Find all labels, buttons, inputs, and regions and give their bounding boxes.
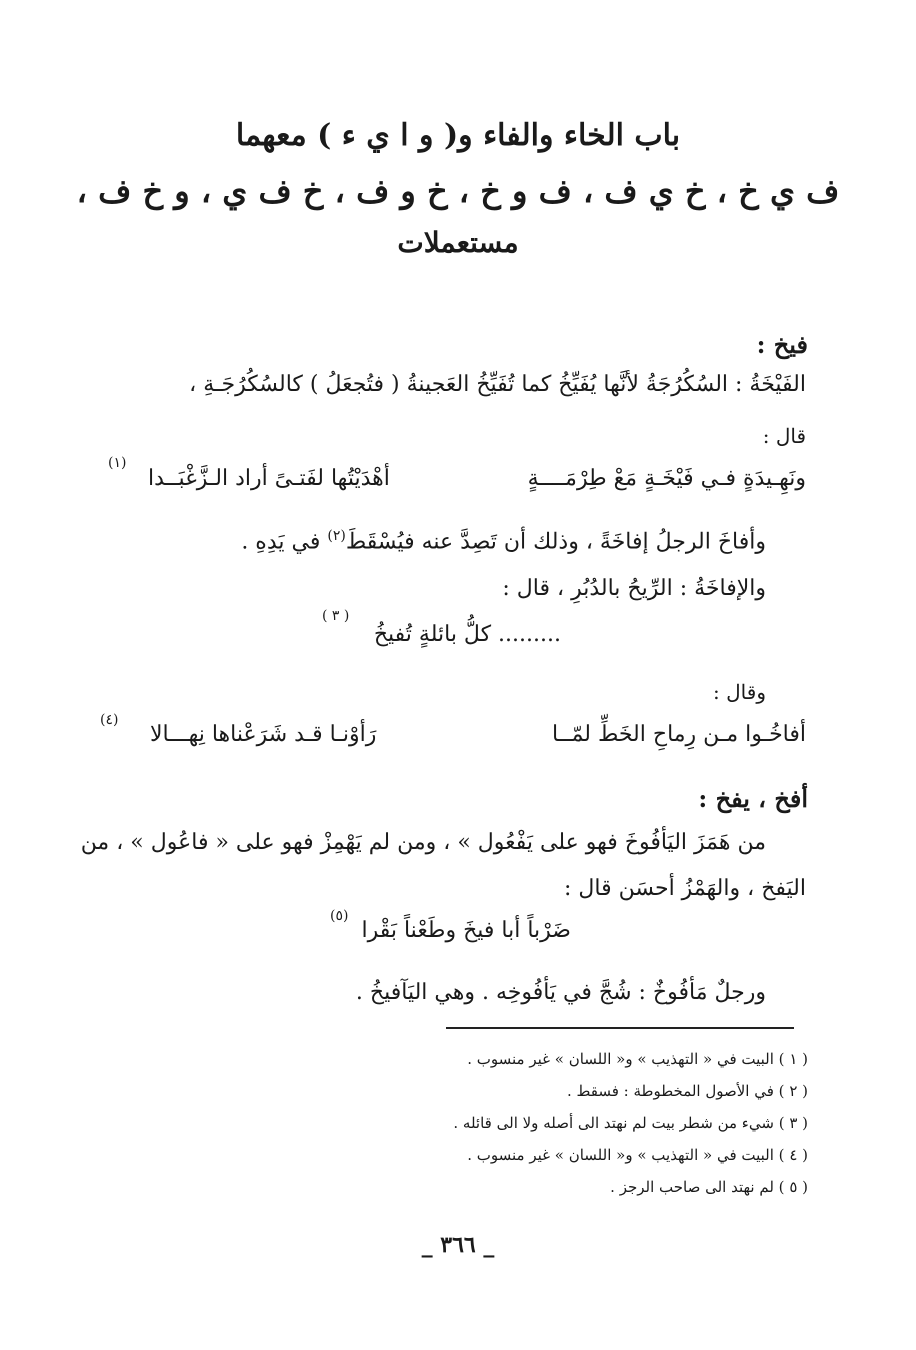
footnote-5: ( ٥ ) لم نهتد الى صاحب الرجز . xyxy=(610,1178,808,1196)
verse1-first-hemistich: ونَهِـيدَةٍ فـي فَيْخَـةٍ مَعْ طِرْمَــــةٍ xyxy=(527,466,806,491)
footnote-ref-2: (٢) xyxy=(327,528,346,544)
verse1-second-hemistich: أهْدَيْتُها لفَتـىً أراد الـزَّغْبَــدا xyxy=(148,466,390,491)
verse3-second-hemistich: رَأوْنـا قـد شَرَعْناها نِهـــالا xyxy=(150,722,377,747)
footnote-1: ( ١ ) البيت في « التهذيب » و« اللسان » غير منسوب . xyxy=(467,1050,808,1068)
qala-label: قال : xyxy=(762,424,806,448)
afakha-text: وأفاخَ الرجلُ إفاخَةً ، وذلك أن تَصِدَّ عنه فيُسْقَطَ xyxy=(345,529,766,555)
headword-afkh: أفخ ، يفخ : xyxy=(698,784,808,813)
footnote-ref-4: (٤) xyxy=(100,712,119,728)
qala2-label: وقال : xyxy=(713,680,766,704)
afkh-line-2: اليَفخ ، والهَمْزُ أحسَن قال : xyxy=(564,876,806,901)
fikh-definition: الفَيْخَةُ : السُكُرُجَةُ لأنَّها يُفَيِّخُ كما تُفَيِّخُ العَجينةُ ( فتُجعَلُ ) كالسُكُرُجَـةِ ، xyxy=(189,372,806,397)
footnote-ref-5: (٥) xyxy=(330,908,349,924)
chapter-title: باب الخاء والفاء و( و ا ي ء ) معهما xyxy=(235,118,681,153)
afakha-line xyxy=(241,528,766,554)
last-line: ورجلٌ مَأفُوخٌ : شُجَّ في يَأفُوخِه . وهي اليَآفيخُ . xyxy=(355,980,766,1005)
footnote-ref-3: ( ٣ ) xyxy=(322,608,350,624)
used-label: مستعملات xyxy=(397,226,519,259)
verse3-first-hemistich: أفاخُـوا مـن رِماحِ الخَطِّ لمّــا xyxy=(551,722,806,747)
footnote-2: ( ٢ ) في الأصول المخطوطة : فسقط . xyxy=(566,1082,808,1100)
afkh-line-1: من هَمَزَ اليَأفُوخَ فهو على يَفْعُول » ، ومن لم يَهْمِزْ فهو على « فاعُول » ، من xyxy=(80,830,766,855)
footnote-3: ( ٣ ) شيء من شطر بيت لم نهتد الى أصله ولا الى قائله . xyxy=(453,1114,808,1132)
footnote-4: ( ٤ ) البيت في « التهذيب » و« اللسان » غير منسوب . xyxy=(467,1146,808,1164)
page-number: _ ٣٦٦ _ xyxy=(421,1232,495,1258)
afakha-tail: في يَدِهِ . xyxy=(241,529,321,555)
root-list: ف ي خ ، خ ي ف ، ف و خ ، خ و ف ، خ ف ي ، و خ ف ، xyxy=(76,172,840,210)
footnote-ref-1: (١) xyxy=(108,455,127,471)
footnote-separator xyxy=(446,1027,794,1029)
verse4: ضَرْباً أبا فيخَ وطَعْناً بَقْرا xyxy=(361,918,571,943)
verse2: ......... كلُّ بائلةٍ تُفيخُ xyxy=(373,622,561,647)
ifakha-line: والإفاخَةُ : الرِّيحُ بالدُبُرِ ، قال : xyxy=(502,576,766,601)
headword-fikh: فيخ : xyxy=(756,330,808,359)
